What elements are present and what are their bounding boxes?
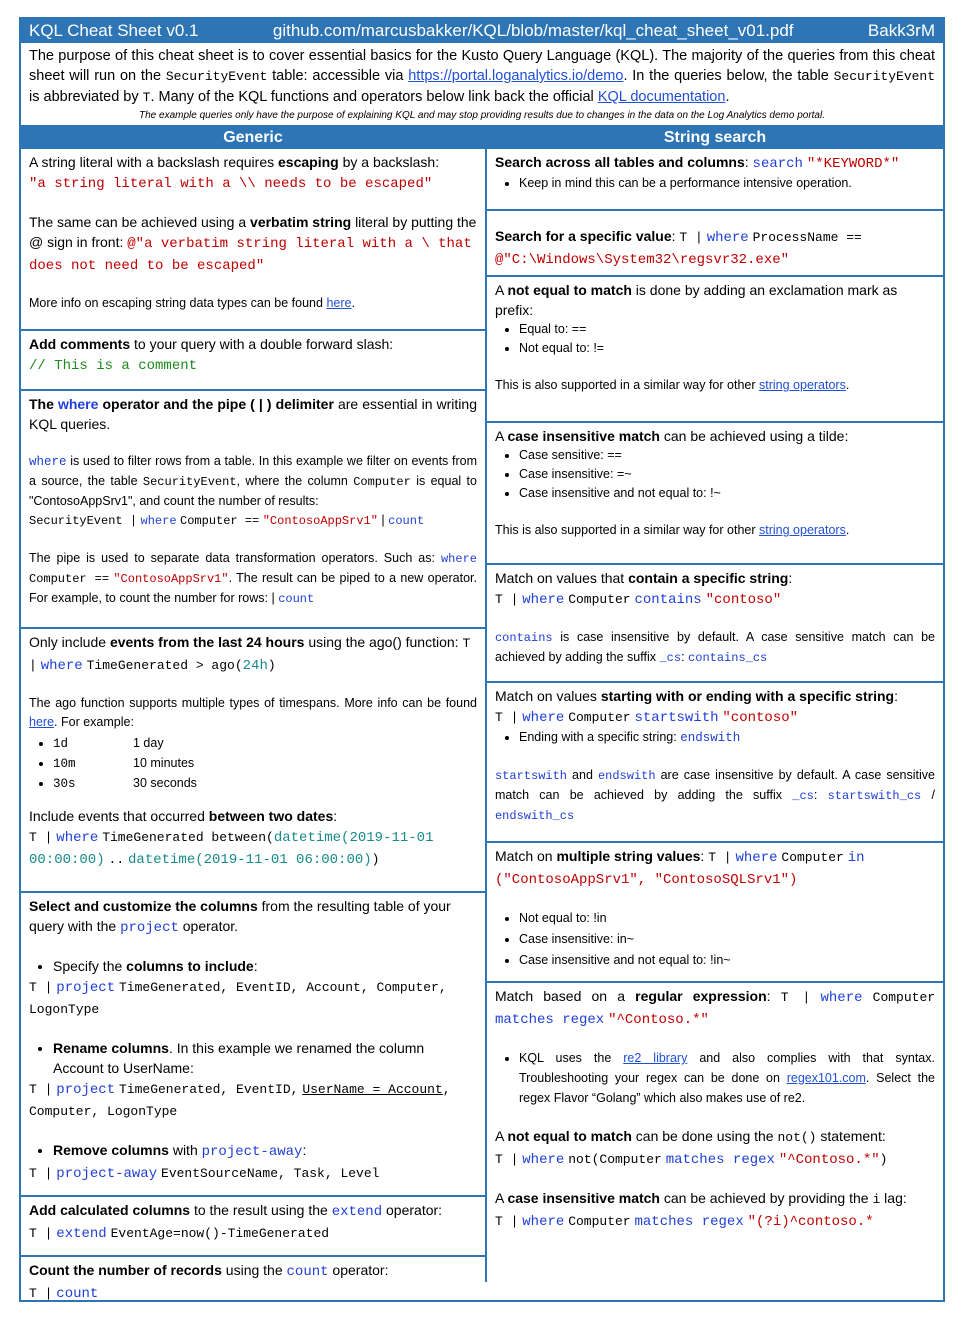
text: Match based on a xyxy=(494,988,625,1004)
datetime: datetime(2019-11-01 00:00:00) xyxy=(29,830,434,868)
extend-section xyxy=(21,1197,485,1257)
keyword: where xyxy=(522,710,565,726)
code-comment: // This is a comment xyxy=(29,358,198,374)
project-list xyxy=(29,1038,477,1078)
string: "^Contoso.*" xyxy=(608,1012,709,1028)
list-item: • Case sensitive: == xyxy=(519,446,935,465)
code: UserName = Account xyxy=(302,1082,443,1097)
text: can be achieved using a tilde: xyxy=(663,428,849,444)
text: can be done using the xyxy=(635,1128,774,1144)
text: : xyxy=(744,154,749,170)
generic-column xyxy=(21,127,487,1302)
bold-text: Add calculated columns xyxy=(29,1202,191,1218)
code: T | xyxy=(29,636,471,673)
keyword: project xyxy=(56,980,116,996)
code: Computer == xyxy=(180,514,260,528)
text: A xyxy=(494,1190,504,1206)
bold-text: events from the last 24 hours xyxy=(109,634,305,650)
text: using the xyxy=(225,1262,283,1278)
text: . xyxy=(351,296,355,310)
text: to the result using the xyxy=(193,1202,328,1218)
list-item: • Not equal to: !in xyxy=(519,908,935,929)
bold-text: between two dates xyxy=(208,808,334,824)
intro-abbrev: T xyxy=(142,90,151,105)
datetime: datetime(2019-11-01 06:00:00) xyxy=(128,852,372,868)
list-item xyxy=(53,774,477,794)
text: to your query with a double forward slash: xyxy=(134,336,394,352)
keyword: _cs xyxy=(792,789,814,803)
keyword: where xyxy=(29,455,67,469)
keyword: project xyxy=(56,1082,116,1098)
starts-ends-section xyxy=(487,683,943,843)
keyword: where xyxy=(820,990,863,1006)
re2-library-link[interactable]: re2 library xyxy=(623,1051,688,1065)
text: Match on values that xyxy=(494,570,625,586)
bold-text: case insensitive match xyxy=(507,1190,660,1206)
text: The pipe is used to separate data transformation operators. Such as: xyxy=(29,551,435,565)
text: This is also supported in a similar way for other xyxy=(494,523,756,537)
text: The same can be achieved using a xyxy=(29,214,247,230)
code: not() xyxy=(777,1130,817,1145)
text: : xyxy=(253,958,258,974)
text: with xyxy=(172,1142,198,1158)
keyword: where xyxy=(40,658,83,674)
timespan-value: 1 day xyxy=(133,736,164,750)
code: T | xyxy=(708,850,732,865)
bold-text: columns to include xyxy=(126,958,254,974)
code: T | xyxy=(494,1214,519,1229)
list-item xyxy=(53,1038,477,1078)
count-section xyxy=(21,1257,485,1312)
regex101-link[interactable]: regex101.com xyxy=(786,1071,866,1085)
intro-text: table: accessible via xyxy=(272,68,404,84)
bold-text: not equal to match xyxy=(507,1128,632,1144)
code: T | xyxy=(29,830,53,845)
case-insensitive-section xyxy=(487,423,943,565)
code-verbatim: @"a verbatim string literal with a \ that does not need to be escaped" xyxy=(29,236,472,274)
intro-table-name: SecurityEvent xyxy=(833,69,936,84)
keyword: extend xyxy=(331,1204,383,1220)
code-escaped: "a string literal with a \\ needs to be escaped" xyxy=(29,176,433,192)
code: SecurityEvent | xyxy=(29,514,138,528)
keyword: startswith_cs xyxy=(827,789,922,803)
bold-text: Count the number of records xyxy=(29,1262,222,1278)
multiple-list xyxy=(495,908,935,971)
text: , where the column xyxy=(236,474,348,488)
code: T | xyxy=(780,990,811,1005)
ago-section xyxy=(21,629,485,893)
bold-text: Search across all tables and columns xyxy=(494,154,745,170)
header-bar xyxy=(21,19,943,43)
list-item: • Case insensitive: in~ xyxy=(519,929,935,950)
intro-text: is abbreviated by xyxy=(29,89,139,105)
code: EventSourceName, Task, Level xyxy=(161,1166,380,1181)
timespan-key: 10m xyxy=(53,757,76,771)
code: , Computer, LogonType xyxy=(29,1082,451,1119)
pipe: | xyxy=(381,513,385,527)
text: Include events that occurred xyxy=(29,808,205,824)
keyword: startswith xyxy=(634,710,719,726)
code: T | xyxy=(29,1226,53,1241)
text: operator. xyxy=(182,918,239,934)
bold-text: starting with or ending with a specific string xyxy=(600,688,895,704)
list-item xyxy=(53,754,477,774)
where-section xyxy=(21,391,485,629)
contains-section xyxy=(487,565,943,683)
text: KQL uses the xyxy=(518,1051,612,1065)
multiple-values-section xyxy=(487,843,943,983)
code: TimeGenerated between( xyxy=(102,830,274,845)
intro-text: . Many of the KQL functions and operators below link back the official xyxy=(150,89,594,105)
text: : xyxy=(333,808,338,824)
code: Computer == xyxy=(29,572,110,586)
text: This is also supported in a similar way for other xyxy=(494,378,756,392)
keyword: search xyxy=(752,156,803,172)
code: .. xyxy=(108,852,125,867)
header-title: KQL Cheat Sheet v0.1 xyxy=(29,21,199,40)
code: T | xyxy=(494,1152,519,1167)
header-url: github.com/marcusbakker/KQL/blob/master/kql_cheat_sheet_v01.pdf xyxy=(272,21,794,40)
comments-section xyxy=(21,331,485,391)
specific-value-section xyxy=(487,211,943,277)
code: T | xyxy=(494,710,519,725)
keyword: where xyxy=(522,1152,565,1168)
keyword: where xyxy=(140,514,177,528)
intro-table-name: SecurityEvent xyxy=(165,69,268,84)
text: statement: xyxy=(820,1128,886,1144)
text: is equal to "ContosoAppSrv1", and count the number of results: xyxy=(29,474,477,508)
text: . xyxy=(845,378,850,392)
code: Computer xyxy=(568,710,631,725)
keyword: where xyxy=(440,552,477,566)
not-equal-list xyxy=(495,320,935,358)
intro-text: . In the queries below, the table xyxy=(623,68,829,84)
text: . Select the regex Flavor “Golang” which also makes use of re2. xyxy=(518,1071,935,1105)
search-section xyxy=(487,149,943,211)
intro-section: The purpose of this cheat sheet is to cover essential basics for the Kusto Query Language (KQL). The majority of the queries from this cheat sheet will run on the SecurityEvent table: accessible via https://portal.loganalytics.io/demo. In the queries below, the table SecurityEvent is abbreviated by T. Many of the KQL functions and operators below link back the official KQL documentation. The example queries only have the purpose of explaining KQL and may stop providing results due to changes in the data on the Log Analytics demo portal. xyxy=(21,43,943,127)
keyword: project-away xyxy=(56,1166,158,1182)
list-item: • Case insensitive and not equal to: !~ xyxy=(519,484,935,503)
text: operator: xyxy=(332,1262,389,1278)
code: EventAge=now()-TimeGenerated xyxy=(110,1226,330,1241)
code: T | xyxy=(29,980,53,995)
string: "ContosoAppSrv1" xyxy=(113,572,229,586)
bold-text: regular expression xyxy=(635,988,767,1004)
project-list xyxy=(29,1140,477,1162)
text: is done by adding an exclamation mark as prefix: xyxy=(494,282,898,318)
keyword: where xyxy=(56,830,99,846)
case-list xyxy=(495,446,935,503)
text: : xyxy=(671,228,676,244)
bold-text: Select and customize the columns xyxy=(29,898,258,914)
number: 24h xyxy=(242,658,268,674)
not-equal-section xyxy=(487,277,943,423)
escaping-section xyxy=(21,149,485,331)
keyword: in xyxy=(847,850,865,866)
starts-list xyxy=(495,728,935,748)
text: Match on xyxy=(494,848,553,864)
text: . xyxy=(845,523,850,537)
text: A xyxy=(494,428,504,444)
string: "contoso" xyxy=(722,710,799,726)
list-item: • Keep in mind this can be a performance intensive operation. xyxy=(519,174,935,193)
bold-text: multiple string values xyxy=(556,848,701,864)
keyword: project xyxy=(120,920,179,936)
list-item: • Case insensitive and not equal to: !in~ xyxy=(519,950,935,971)
text: and also complies with that syntax. Troubleshooting your regex can be done on xyxy=(518,1051,935,1085)
text: . For example: xyxy=(54,715,134,729)
keyword: count xyxy=(56,1286,99,1302)
code: TimeGenerated > ago( xyxy=(86,658,243,673)
columns xyxy=(21,127,943,1302)
text: : xyxy=(681,650,685,664)
list-item xyxy=(53,734,477,754)
code: T | xyxy=(679,230,703,245)
keyword: matches regex xyxy=(634,1214,744,1230)
text: A xyxy=(494,1128,504,1144)
string-operators-link[interactable]: string operators xyxy=(759,523,846,537)
list-item: • Not equal to: != xyxy=(519,339,935,358)
search-list xyxy=(495,174,935,193)
code: T | xyxy=(29,1286,53,1301)
timespan-key: 30s xyxy=(53,777,76,791)
text: : xyxy=(813,788,818,802)
text: / xyxy=(931,788,935,802)
keyword: matches regex xyxy=(494,1012,605,1028)
timespan-key: 1d xyxy=(53,737,69,751)
timespan-value: 10 minutes xyxy=(133,756,195,770)
generic-heading: Generic xyxy=(21,127,485,149)
string: "contoso" xyxy=(705,592,782,608)
code: ) xyxy=(371,852,380,867)
keyword: where xyxy=(57,396,99,412)
text: : xyxy=(788,570,793,586)
text: : xyxy=(700,848,705,864)
code: ) xyxy=(879,1152,888,1167)
keyword: where xyxy=(522,1214,565,1230)
keyword: endswith xyxy=(680,731,741,745)
code: i xyxy=(872,1192,881,1207)
intro-text: The purpose of this cheat sheet is to cover essential basics for the Kusto Query Language (KQL). The majority of the queries from this cheat sheet will run on the xyxy=(29,48,935,84)
text: Only include xyxy=(29,634,107,650)
keyword: startswith xyxy=(494,769,567,783)
keyword: _cs xyxy=(659,651,682,665)
text: : xyxy=(894,688,898,704)
code: Computer xyxy=(568,1214,631,1229)
keyword: project-away xyxy=(201,1144,303,1160)
code: ) xyxy=(267,658,276,673)
text: A xyxy=(494,282,504,298)
list-item xyxy=(53,1140,477,1162)
code: TimeGenerated, EventID, Account, Computer, LogonType xyxy=(29,980,447,1017)
header-author: Bakk3rM xyxy=(867,21,935,40)
string: @"C:\Windows\System32\regsvr32.exe" xyxy=(494,252,790,268)
text: is used to filter rows from a table. In this example we filter on events from a source, the table xyxy=(29,454,477,488)
text: lag: xyxy=(884,1190,907,1206)
text: literal by putting the @ sign in front: xyxy=(29,214,477,250)
bold-text: escaping xyxy=(278,154,339,170)
text: Ending with a specific string: xyxy=(518,730,677,744)
text: Match on values xyxy=(494,688,597,704)
code: Computer xyxy=(353,475,411,489)
keyword: endswith xyxy=(597,769,656,783)
text: can be achieved by providing the xyxy=(663,1190,869,1206)
intro-note: The example queries only have the purpose of explaining KQL and may stop providing results due to changes in the data on the Log Analytics demo portal. xyxy=(139,110,825,121)
list-item xyxy=(519,728,935,748)
text: Specify the xyxy=(53,958,123,974)
keyword: count xyxy=(388,514,425,528)
code: T | xyxy=(494,592,519,607)
text: More info on escaping string data types can be found xyxy=(29,296,323,310)
code: TimeGenerated, EventID, xyxy=(119,1082,299,1097)
text: A string literal with a backslash requires xyxy=(29,154,275,170)
escaping-here-link[interactable]: here xyxy=(326,296,352,310)
text: using the ago() function: xyxy=(308,634,459,650)
code: SecurityEvent xyxy=(142,475,237,489)
bold-text: Search for a specific value xyxy=(494,228,672,244)
keyword: endswith_cs xyxy=(494,809,575,823)
kql-docs-link[interactable]: KQL documentation xyxy=(597,89,726,105)
code: T | xyxy=(29,1166,53,1181)
keyword: contains xyxy=(634,592,702,608)
string-operators-link[interactable]: string operators xyxy=(759,378,846,392)
bold-text: Rename columns xyxy=(53,1040,169,1056)
text: are case insensitive by default. A case sensitive match can be achieved by adding the suffix xyxy=(494,768,935,802)
list-item xyxy=(53,956,477,976)
string-search-heading: String search xyxy=(487,127,943,149)
bold-text: case insensitive match xyxy=(507,428,660,444)
regex-section xyxy=(487,983,943,1279)
string: ("ContosoAppSrv1", "ContosoSQLSrv1") xyxy=(494,872,798,888)
string: "*KEYWORD*" xyxy=(806,156,900,172)
list-item: • Case insensitive: =~ xyxy=(519,465,935,484)
timespan-here-link[interactable]: here xyxy=(29,715,55,729)
bold-text: Add comments xyxy=(29,336,131,352)
code: Computer xyxy=(781,850,844,865)
keyword: where xyxy=(522,592,565,608)
string: "(?i)^contoso.* xyxy=(747,1214,874,1230)
project-section xyxy=(21,893,485,1197)
string: "ContosoAppSrv1" xyxy=(262,514,378,528)
text: is case insensitive by default. A case sensitive match can be achieved by adding the suffix xyxy=(494,630,935,664)
text: and xyxy=(572,768,593,782)
keyword: matches regex xyxy=(665,1152,775,1168)
keyword: extend xyxy=(56,1226,107,1242)
text: are essential in writing KQL queries. xyxy=(29,396,477,432)
text: from the resulting table of your query with the xyxy=(29,898,451,934)
bold-text: contain a specific string xyxy=(628,570,789,586)
demo-portal-link[interactable]: https://portal.loganalytics.io/demo xyxy=(408,68,624,84)
code: T | xyxy=(29,1082,53,1097)
timespan-list xyxy=(29,734,477,794)
timespan-value: 30 seconds xyxy=(133,776,197,790)
bold-text: verbatim string xyxy=(250,214,352,230)
cheat-sheet xyxy=(19,17,945,1302)
project-list xyxy=(29,956,477,976)
code: Computer xyxy=(568,592,631,607)
text: by a backslash: xyxy=(342,154,440,170)
bold-text: operator and the pipe ( | ) delimiter xyxy=(102,396,334,412)
keyword: count xyxy=(278,592,315,606)
bold-text: The xyxy=(29,396,54,412)
code: not(Computer xyxy=(568,1152,662,1167)
text: The ago function supports multiple types of timespans. More info can be found xyxy=(29,696,477,710)
keyword: contains_cs xyxy=(688,651,768,665)
code: ProcessName == xyxy=(752,230,862,245)
code: Computer xyxy=(872,990,936,1005)
keyword: where xyxy=(735,850,778,866)
bold-text: Remove columns xyxy=(53,1142,169,1158)
keyword: contains xyxy=(494,631,553,645)
bold-text: not equal to match xyxy=(507,282,632,298)
text: operator: xyxy=(386,1202,443,1218)
list-item xyxy=(519,1048,935,1108)
string: "^Contoso.*" xyxy=(778,1152,880,1168)
keyword: count xyxy=(286,1264,329,1280)
text: : xyxy=(302,1142,307,1158)
keyword: where xyxy=(706,230,749,246)
list-item: • Equal to: == xyxy=(519,320,935,339)
text: . The result can be piped to a new operator. For example, to count the number for rows: | xyxy=(29,571,477,605)
regex-list xyxy=(495,1048,935,1108)
text: : xyxy=(766,988,771,1004)
text: . In this example we renamed the column Account to UserName: xyxy=(53,1040,425,1076)
string-search-column xyxy=(487,127,943,1282)
